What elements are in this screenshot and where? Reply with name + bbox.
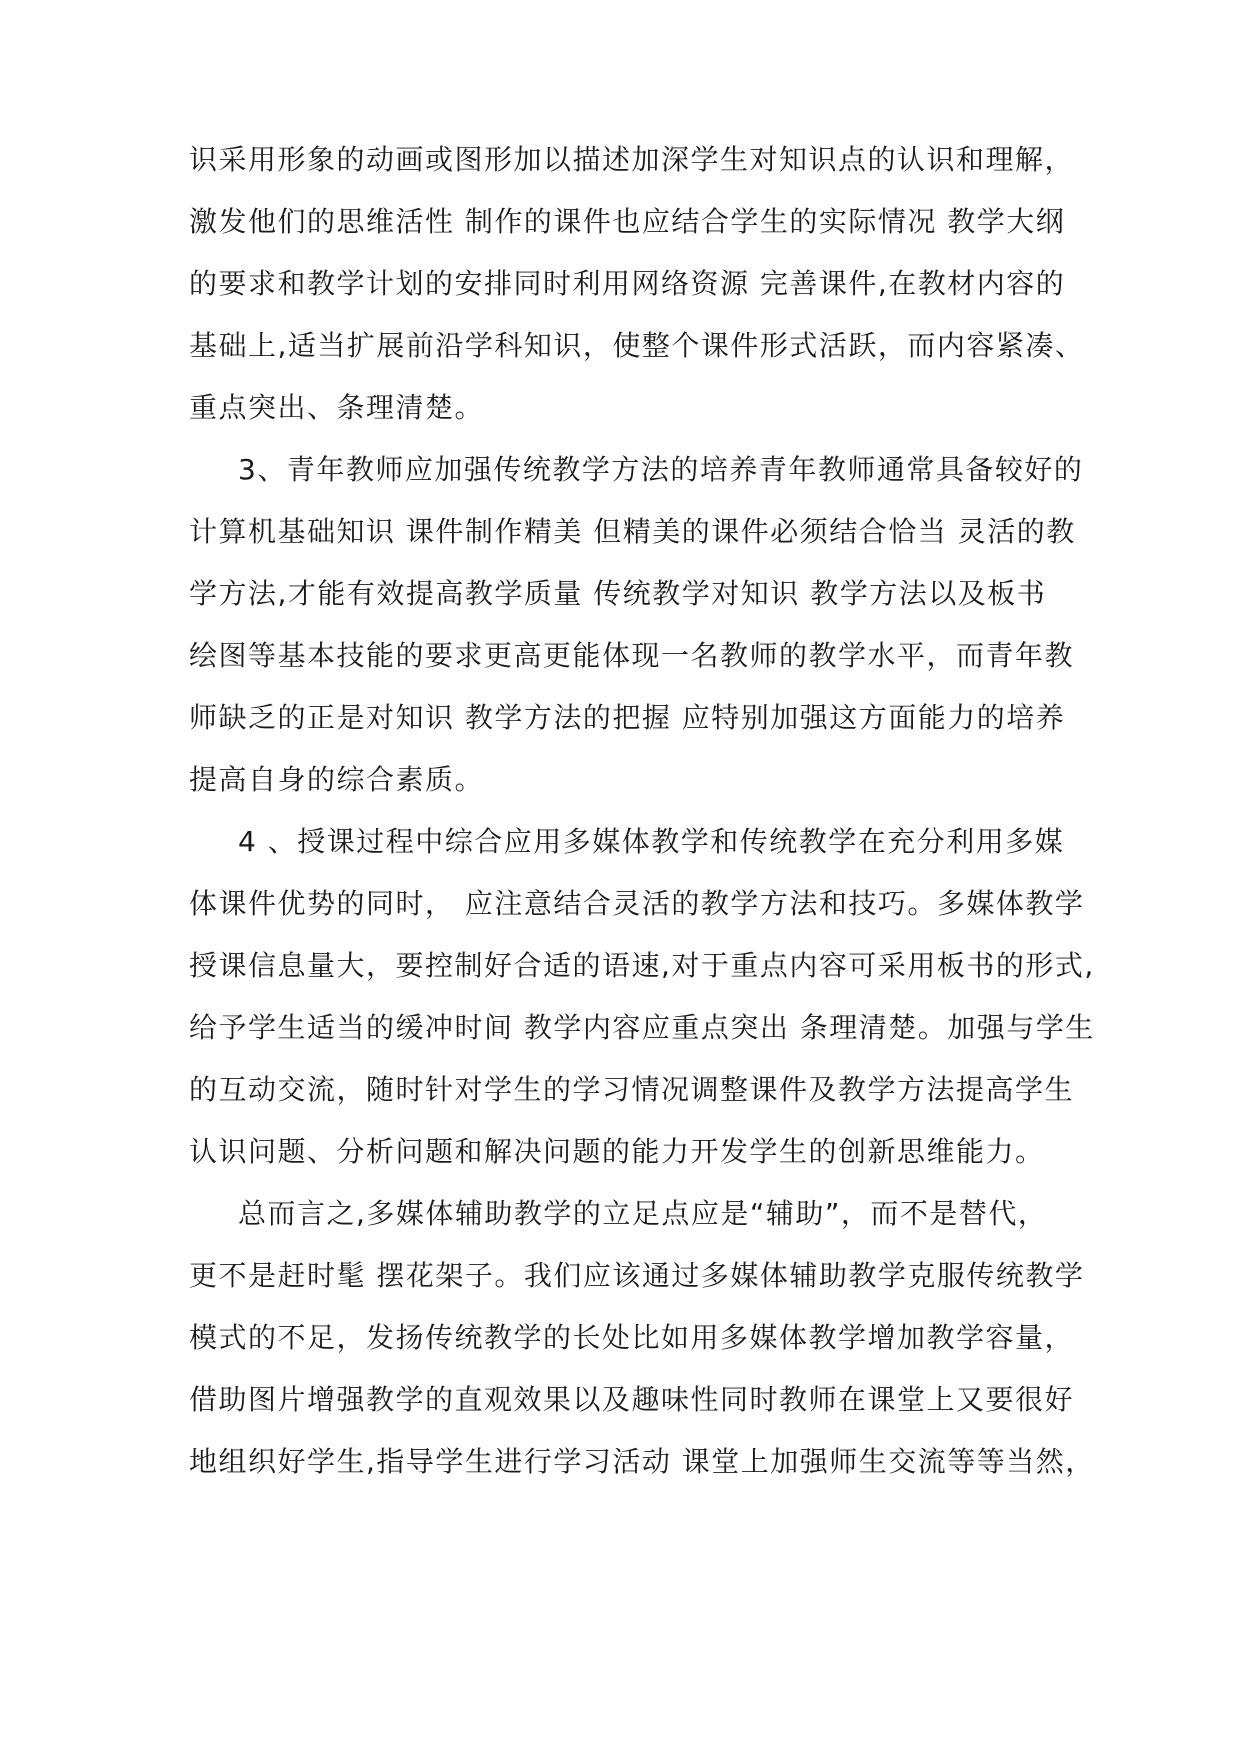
- paragraph-summary-start: 总而言之,多媒体辅助教学的立足点应是“辅助”，而不是替代，: [238, 1197, 1048, 1230]
- text-line-3: 的要求和教学计划的安排同时利用网络资源 完善课件,在教材内容的: [189, 267, 1066, 300]
- text-line-21: 借助图片增强教学的直观效果以及趣味性同时教师在课堂上又要很好: [189, 1383, 1075, 1416]
- text-line-13: 体课件优势的同时， 应注意结合灵活的教学方法和技巧。多媒体教学: [189, 887, 1085, 920]
- text-line-20: 模式的不足，发扬传统教学的长处比如用多媒体教学增加教学容量，: [189, 1321, 1075, 1354]
- text-line-22: 地组织好学生,指导学生进行学习活动 课堂上加强师生交流等等当然，: [189, 1445, 1095, 1478]
- paragraph-4-start: 4 、授课过程中综合应用多媒体教学和传统教学在充分利用多媒: [238, 825, 1065, 858]
- paragraph-3-start: 3、青年教师应加强传统教学方法的培养青年教师通常具备较好的: [238, 453, 1084, 486]
- text-line-14: 授课信息量大，要控制好合适的语速,对于重点内容可采用板书的形式,: [189, 949, 1095, 982]
- text-line-7: 计算机基础知识 课件制作精美 但精美的课件必须结合恰当 灵活的教: [189, 515, 1076, 548]
- text-line-1: 识采用形象的动画或图形加以描述加深学生对知识点的认识和理解，: [189, 143, 1075, 176]
- text-line-9: 绘图等基本技能的要求更高更能体现一名教师的教学水平，而青年教: [189, 639, 1075, 672]
- text-line-11: 提高自身的综合素质。: [189, 763, 485, 796]
- text-line-10: 师缺乏的正是对知识 教学方法的把握 应特别加强这方面能力的培养: [189, 701, 1066, 734]
- text-line-15: 给予学生适当的缓冲时间 教学内容应重点突出 条理清楚。加强与学生: [189, 1011, 1095, 1044]
- text-line-16: 的互动交流，随时针对学生的学习情况调整课件及教学方法提高学生: [189, 1073, 1075, 1106]
- text-line-19: 更不是赶时髦 摆花架子。我们应该通过多媒体辅助教学克服传统教学: [189, 1259, 1085, 1292]
- text-line-8: 学方法,才能有效提高教学质量 传统教学对知识 教学方法以及板书: [189, 577, 1047, 610]
- text-line-17: 认识问题、分析问题和解决问题的能力开发学生的创新思维能力。: [189, 1135, 1045, 1168]
- text-line-5: 重点突出、条理清楚。: [189, 391, 485, 424]
- text-line-2: 激发他们的思维活性 制作的课件也应结合学生的实际情况 教学大纲: [189, 205, 1066, 238]
- text-line-4: 基础上,适当扩展前沿学科知识，使整个课件形式活跃，而内容紧凑、: [189, 329, 1085, 362]
